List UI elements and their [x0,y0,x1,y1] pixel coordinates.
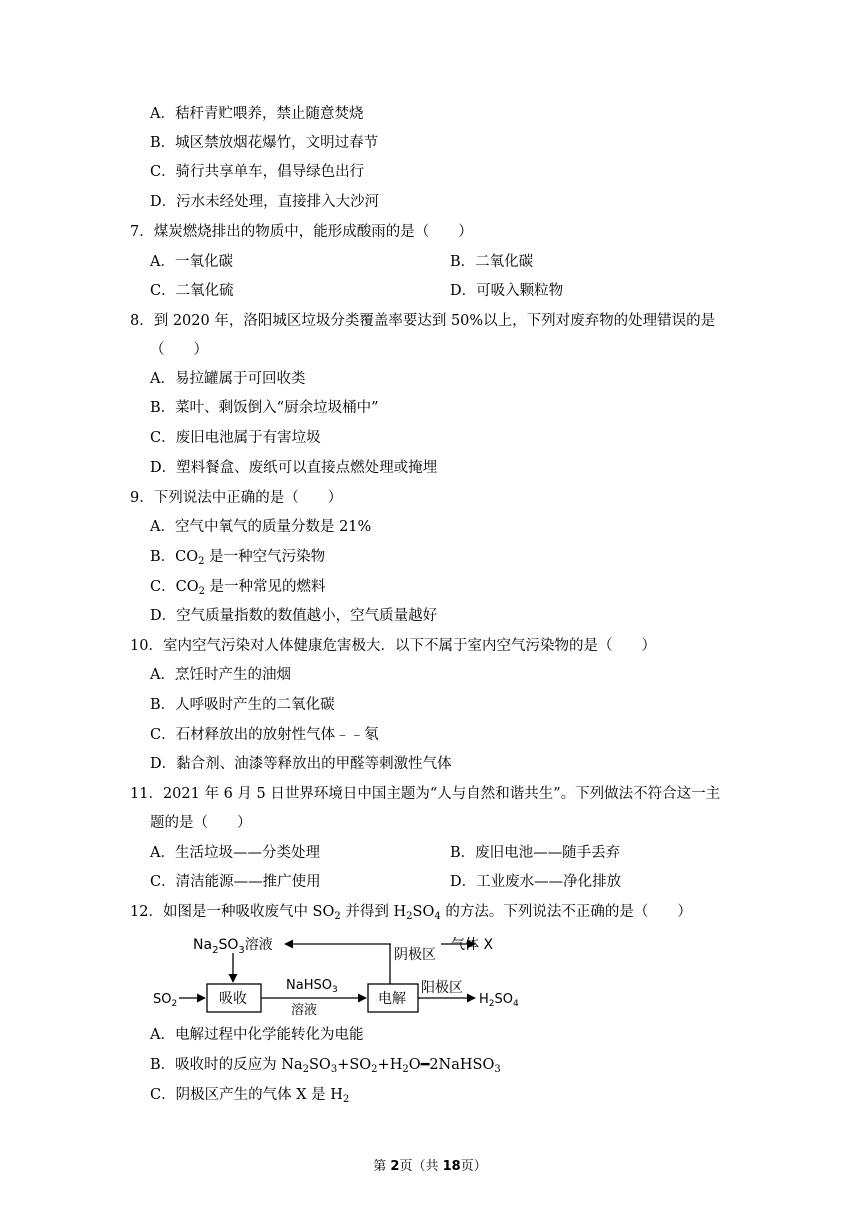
q9-option-c: C．$CO_2$ 是一种常见的燃料 [150,579,326,597]
q9-option-d: D．空气质量指数的数值越小，空气质量越好 [150,608,438,624]
q11-option-c: C．清洁能源——推广使用 [150,874,321,890]
q6-option-c: C．骑行共享单车，倡导绿色出行 [150,164,365,180]
nahso3-label: NaHSO$_3$ [286,978,338,995]
q6-option-a: A．秸秆青贮喂养，禁止随意焚烧 [150,106,364,122]
absorb-label: 吸收 [219,991,247,1007]
q8-option-b: B．菜叶、剩饭倒入“厨余垃圾桶中” [150,400,379,416]
q9-option-a: A．空气中氧气的质量分数是 21% [150,519,372,535]
q8-option-d: D．塑料餐盒、废纸可以直接点燃处理或掩埋 [150,460,438,476]
question-8: 8．到 2020 年，洛阳城区垃圾分类覆盖率要达到 50%以上，下列对废弃物的处理错误的是 [130,313,716,329]
na2so3-label: $Na_2SO_3$溶液 [193,937,273,956]
so2-label: $SO_2$ [153,992,178,1009]
q11-option-b: B．废旧电池——随手丢弃 [450,845,621,861]
h2so4-label: $H_2SO_4$ [479,992,519,1009]
q8-option-a: A．易拉罐属于可回收类 [150,371,306,387]
question-9: 9．下列说法中正确的是（ ） [130,490,343,506]
q7-option-d: D．可吸入颗粒物 [450,283,564,299]
q7-option-a: A．一氧化碳 [150,254,233,270]
q12-option-a: A．电解过程中化学能转化为电能 [150,1027,364,1043]
question-7: 7．煤炭燃烧排出的物质中，能形成酸雨的是（ ） [130,224,473,240]
question-12: 12．如图是一种吸收废气中 $SO_2$ 并得到 $H_2SO_4$ 的方法。下列说法不正确的是（ ） [130,904,692,922]
q7-option-b: B．二氧化碳 [450,254,534,270]
anode-label: 阳极区 [421,980,463,996]
q10-option-b: B．人呼吸时产生的二氧化碳 [150,697,335,713]
question-11: 11．2021 年 6 月 5 日世界环境日中国主题为“人与自然和谐共生”。下列做法不符合这一主 [130,786,721,802]
electrolysis-label: 电解 [378,991,406,1007]
q6-option-d: D．污水未经处理，直接排入大沙河 [150,194,380,210]
page-footer: 第 2页（共 18页） [373,1159,487,1174]
q10-option-d: D．黏合剂、油漆等释放出的甲醛等刺激性气体 [150,756,452,772]
question-11-continued: 题的是（ ） [150,815,252,831]
q10-option-a: A．烹饪时产生的油烟 [150,667,291,683]
question-8-continued: （ ） [150,342,208,358]
gas-x-label: 气体 X [451,937,494,953]
q7-option-c: C．二氧化硫 [150,283,234,299]
q11-option-a: A．生活垃圾——分类处理 [150,845,320,861]
cathode-label: 阴极区 [394,947,436,963]
q8-option-c: C．废旧电池属于有害垃圾 [150,430,321,446]
nahso3-solution-label: 溶液 [291,1003,318,1018]
question-10: 10．室内空气污染对人体健康危害极大．以下不属于室内空气污染物的是（ ） [130,638,656,654]
q11-option-d: D．工业废水——净化排放 [450,874,622,890]
q12-option-c: C．阴极区产生的气体 X 是 $H_2$ [150,1087,350,1105]
process-diagram [145,928,535,1020]
q10-option-c: C．石材释放出的放射性气体﹣﹣氡 [150,727,379,743]
q12-option-b: B．吸收时的反应为 $Na_2SO_3+SO_2+H_2O━2NaHSO_3$ [150,1057,501,1075]
q6-option-b: B．城区禁放烟花爆竹，文明过春节 [150,135,379,151]
q9-option-b: B．$CO_2$ 是一种空气污染物 [150,549,326,567]
